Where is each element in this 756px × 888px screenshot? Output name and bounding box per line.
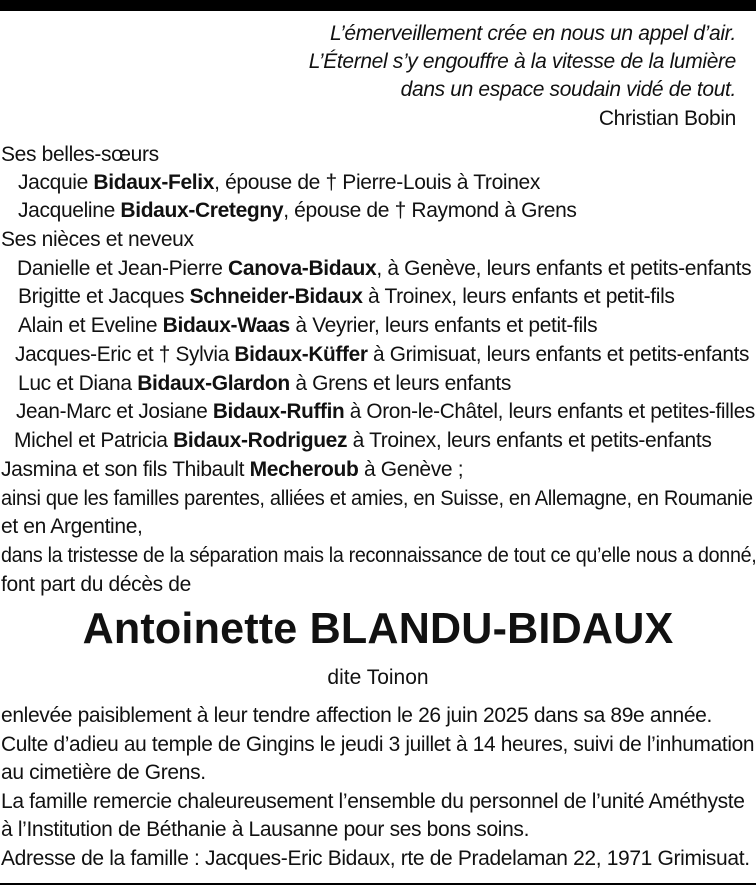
family-member-line: Jacqueline Bidaux-Cretegny, épouse de † Raymond à Grens: [18, 199, 577, 222]
detail-line: Culte d’adieu au temple de Gingins le jeudi 3 juillet à 14 heures, suivi de l’inhumation: [1, 733, 755, 756]
family-member-line: Michel et Patricia Bidaux-Rodriguez à Troinex, leurs enfants et petits-enfants: [14, 429, 712, 452]
sadness-line: dans la tristesse de la séparation mais la reconnaissance de tout ce qu’elle nous a donné,: [1, 544, 756, 567]
detail-line: au cimetière de Grens.: [1, 761, 206, 784]
family-member-line: Luc et Diana Bidaux-Glardon à Grens et leurs enfants: [18, 372, 512, 395]
detail-line: enlevée paisiblement à leur tendre affection le 26 juin 2025 dans sa 89e année.: [1, 704, 713, 727]
announce-line: font part du décès de: [1, 573, 191, 596]
deceased-nickname: dite Toinon: [327, 666, 429, 689]
bottom-border: [0, 883, 756, 885]
family-member-line: Jacques-Eric et † Sylvia Bidaux-Küffer à Grimisuat, leurs enfants et petits-enfants: [15, 343, 750, 366]
family-member-line: Jacquie Bidaux-Felix, épouse de † Pierre-Louis à Troinex: [18, 171, 541, 194]
top-border: [0, 0, 756, 11]
sisters-in-law-heading: Ses belles-sœurs: [1, 143, 159, 166]
quote-author: Christian Bobin: [598, 107, 736, 130]
detail-line: Adresse de la famille : Jacques-Eric Bidaux, rte de Pradelaman 22, 1971 Grimisuat.: [1, 847, 750, 870]
families-line-2: et en Argentine,: [1, 515, 143, 538]
family-member-line: Alain et Eveline Bidaux-Waas à Veyrier, leurs enfants et petit-fils: [18, 314, 598, 337]
family-member-line: Jean-Marc et Josiane Bidaux-Ruffin à Oron-le-Châtel, leurs enfants et petites-filles: [16, 400, 755, 423]
deceased-name: Antoinette BLANDU-BIDAUX: [82, 604, 674, 653]
nieces-nephews-heading: Ses nièces et neveux: [1, 228, 194, 251]
families-line-1: ainsi que les familles parentes, alliées et amies, en Suisse, en Allemagne, en Roumanie: [1, 487, 753, 510]
jasmina-line: Jasmina et son fils Thibault Mecheroub à Genève ;: [1, 458, 464, 481]
detail-line: à l’Institution de Béthanie à Lausanne pour ses bons soins.: [1, 818, 530, 841]
quote-line-1: L’émerveillement crée en nous un appel d’air.: [329, 22, 736, 45]
family-member-line: Brigitte et Jacques Schneider-Bidaux à Troinex, leurs enfants et petit-fils: [18, 285, 675, 308]
quote-line-2: L’Éternel s’y engouffre à la vitesse de la lumière: [308, 50, 736, 73]
detail-line: La famille remercie chaleureusement l’ensemble du personnel de l’unité Améthyste: [1, 790, 745, 813]
family-member-line: Danielle et Jean-Pierre Canova-Bidaux, à Genève, leurs enfants et petits-enfants: [17, 257, 752, 280]
quote-line-3: dans un espace soudain vidé de tout.: [400, 78, 736, 101]
